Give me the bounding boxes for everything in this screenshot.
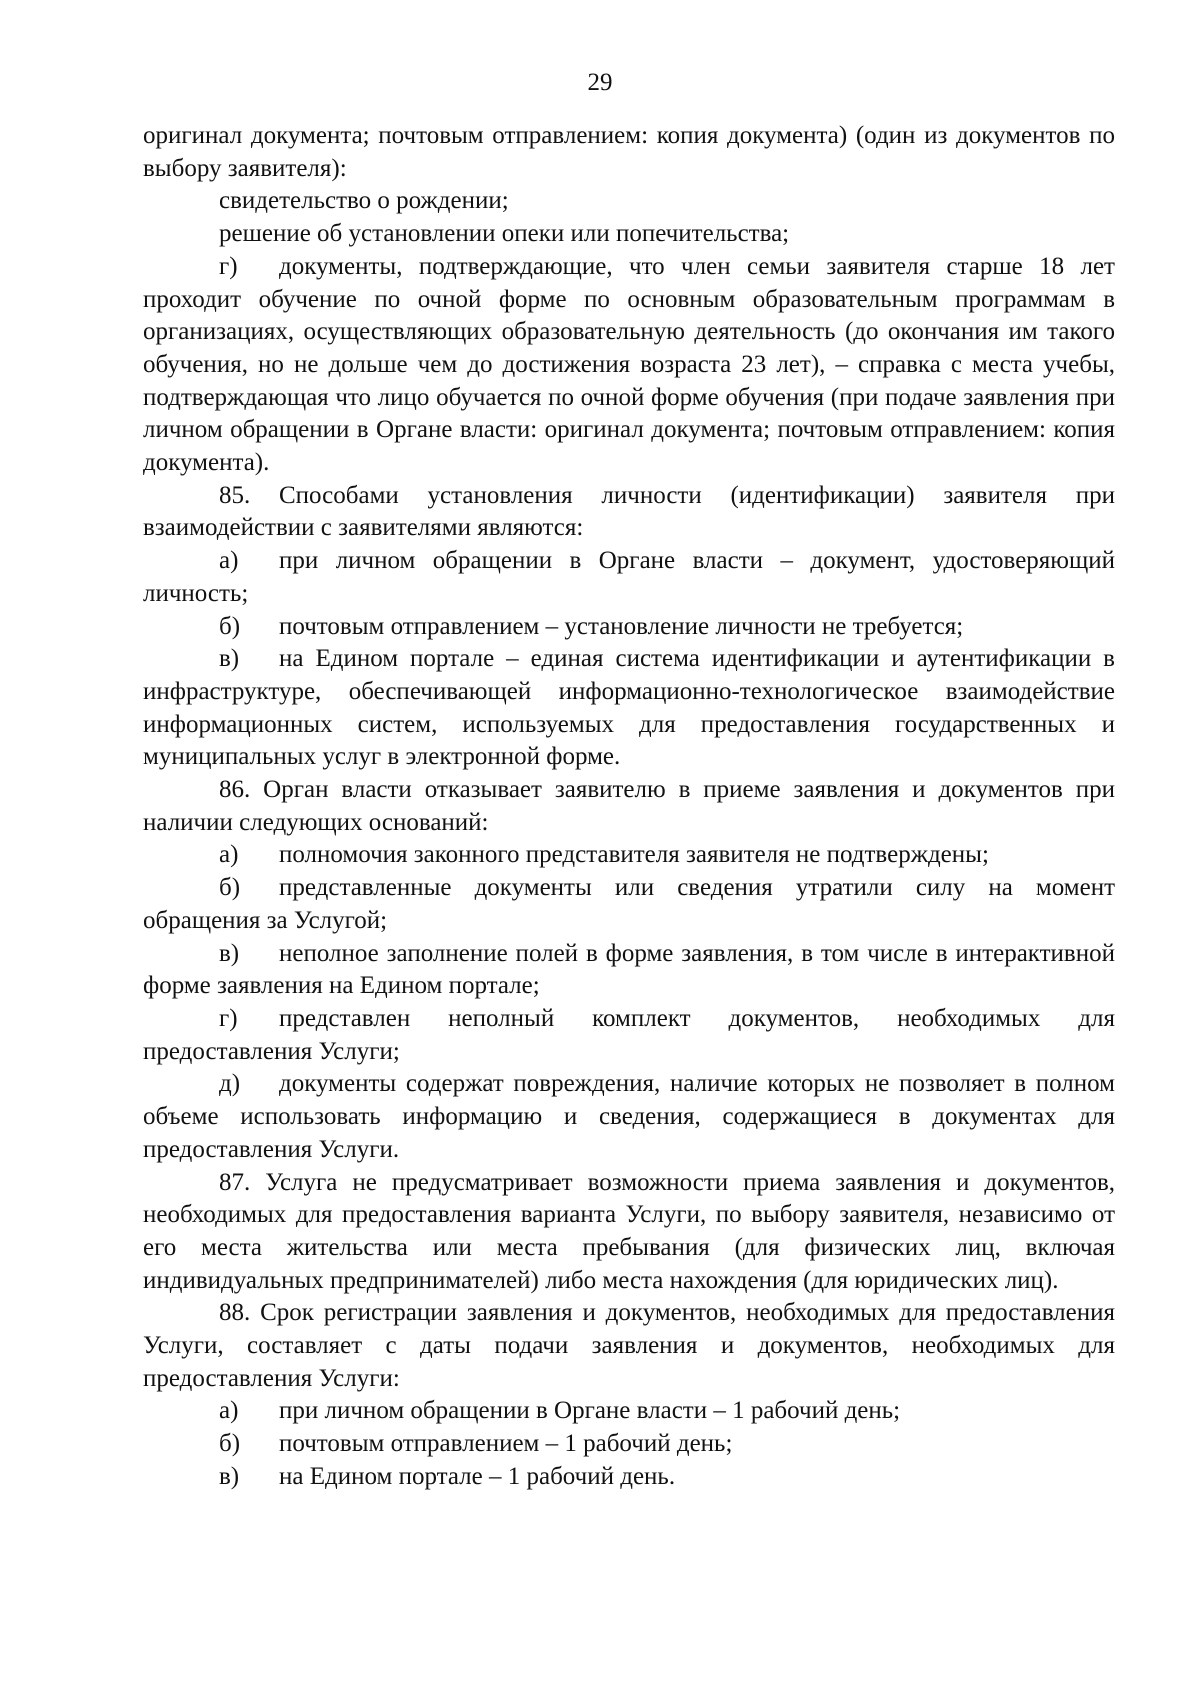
paragraph-text: полномочия законного представителя заявителя не подтверждены;: [279, 841, 989, 869]
paragraph-text: документы, подтверждающие, что член семьи заявителя старше 18 лет проходит обучение по очной форме по основным образовательным программам в организациях, осуществляющих образовательную деятельность (до окончания им такого обучения, но не дольше чем до достижения возраста 23 лет), – справка с места учебы, подтверждающая что лицо обучается по очной форме обучения (при подаче заявления при личном обращении в Органе власти: оригинал документа; почтовым отправлением: копия документа).: [143, 252, 1115, 477]
numbered-paragraph: [143, 1297, 1115, 1395]
item-marker: г): [219, 1004, 238, 1032]
numbered-paragraph: [143, 1167, 1115, 1298]
page-number: 29: [587, 69, 613, 96]
list-item: [143, 839, 1115, 872]
paragraph-text: при личном обращении в Органе власти – 1 рабочий день;: [279, 1397, 901, 1425]
paragraph-text: решение об установлении опеки или попечительства;: [219, 220, 790, 248]
paragraph-number: 86.: [219, 776, 251, 804]
list-item: [143, 938, 1115, 1003]
item-marker: б): [219, 1430, 241, 1458]
list-item: [143, 1428, 1115, 1461]
paragraph-continuation: [143, 120, 1115, 185]
numbered-paragraph: [143, 774, 1115, 839]
list-item: [143, 251, 1115, 480]
list-item: [143, 545, 1115, 610]
paragraph-text: оригинал документа; почтовым отправлением: копия документа) (один из документов по выбору заявителя):: [143, 122, 1115, 182]
list-item: [143, 611, 1115, 644]
item-marker: д): [219, 1070, 241, 1098]
item-marker: а): [219, 547, 239, 575]
paragraph-text: свидетельство о рождении;: [219, 187, 509, 215]
paragraph-text: документы содержат повреждения, наличие которых не позволяет в полном объеме использовать информацию и сведения, содержащиеся в документах для предоставления Услуги.: [143, 1070, 1115, 1163]
paragraph-text: почтовым отправлением – 1 рабочий день;: [279, 1430, 733, 1458]
list-item: [143, 643, 1115, 774]
numbered-paragraph: [143, 480, 1115, 545]
paragraph-text: Способами установления личности (идентификации) заявителя при взаимодействии с заявителями являются:: [143, 481, 1115, 542]
paragraph-text: почтовым отправлением – установление личности не требуется;: [279, 612, 964, 640]
list-item: [143, 1003, 1115, 1068]
paragraph-text: на Едином портале – 1 рабочий день.: [279, 1462, 676, 1490]
paragraph-text: Срок регистрации заявления и документов, необходимых для предоставления Услуги, составляет с даты подачи заявления и документов, необходимых для предоставления Услуги:: [143, 1299, 1116, 1392]
paragraph-text: Услуга не предусматривает возможности приема заявления и документов, необходимых для предоставления варианта Услуги, по выбору заявителя, независимо от его места жительства или места пребывания (для физических лиц, включая индивидуальных предпринимателей) либо места нахождения (для юридических лиц).: [143, 1168, 1115, 1294]
item-marker: б): [219, 612, 241, 640]
paragraph-text: на Едином портале – единая система идентификации и аутентификации в инфраструктуре, обеспечивающей информационно-технологическое взаимодействие информационных систем, используемых для предоставления государственных и муниципальных услуг в электронной форме.: [143, 645, 1115, 771]
list-item: [143, 1068, 1115, 1166]
paragraph-number: 88.: [219, 1299, 251, 1327]
item-marker: в): [219, 1462, 240, 1490]
paragraph-text: Орган власти отказывает заявителю в приеме заявления и документов при наличии следующих оснований:: [143, 776, 1116, 836]
list-item: [143, 872, 1115, 937]
paragraph-text: представлен неполный комплект документов, необходимых для предоставления Услуги;: [143, 1004, 1115, 1065]
item-marker: в): [219, 645, 240, 673]
item-marker: г): [219, 252, 238, 280]
paragraph-text: неполное заполнение полей в форме заявления, в том числе в интерактивной форме заявления на Едином портале;: [143, 939, 1115, 1000]
list-item: [143, 1461, 1115, 1494]
document-body: [143, 120, 1115, 1494]
item-marker: а): [219, 1397, 239, 1425]
paragraph-number: 87.: [219, 1168, 251, 1196]
paragraph-text: при личном обращении в Органе власти – документ, удостоверяющий личность;: [143, 547, 1115, 607]
item-marker: а): [219, 841, 239, 869]
paragraph-text: представленные документы или сведения утратили силу на момент обращения за Услугой;: [143, 874, 1115, 934]
list-item: [143, 185, 1115, 218]
item-marker: в): [219, 939, 240, 967]
paragraph-number: 85.: [219, 481, 251, 509]
list-item: [143, 218, 1115, 251]
item-marker: б): [219, 874, 241, 902]
list-item: [143, 1395, 1115, 1428]
